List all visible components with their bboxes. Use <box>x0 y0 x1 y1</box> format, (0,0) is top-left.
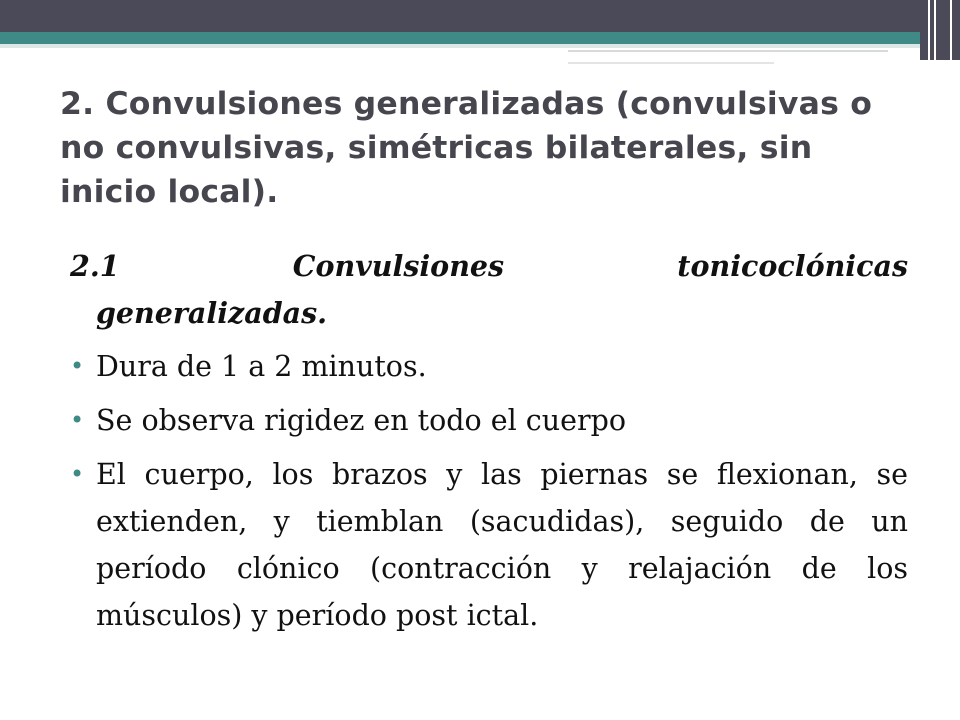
decorative-stripe <box>568 62 774 64</box>
subheading-continuation: generalizadas. <box>96 296 328 330</box>
corner-decoration <box>920 0 960 60</box>
accent-stripe <box>0 32 920 44</box>
bullet-item <box>70 451 908 639</box>
top-bar <box>0 0 960 32</box>
bullet-text: El cuerpo, los brazos y las piernas se flexionan, se extienden, y tiemblan (sacudidas), seguido de un período clónico (contracción y relajación de los músculos) y período post ictal. <box>96 458 908 632</box>
bullet-item <box>70 397 908 444</box>
slide-content <box>70 243 908 646</box>
decorative-stripe <box>568 50 888 52</box>
subheading: 2.1 Convulsiones tonicoclónicas <box>70 249 908 283</box>
bullet-icon: • <box>70 352 85 380</box>
bullet-text: Se observa rigidez en todo el cuerpo <box>96 404 627 437</box>
decorative-stripe <box>0 44 920 48</box>
bullet-icon: • <box>70 406 85 434</box>
slide-title: 2. Convulsiones generalizadas (convulsivas o no convulsivas, simétricas bilaterales, sin inicio local). <box>60 86 873 210</box>
bullet-item <box>70 343 908 390</box>
bullet-icon: • <box>70 460 85 488</box>
bullet-text: Dura de 1 a 2 minutos. <box>96 350 427 383</box>
